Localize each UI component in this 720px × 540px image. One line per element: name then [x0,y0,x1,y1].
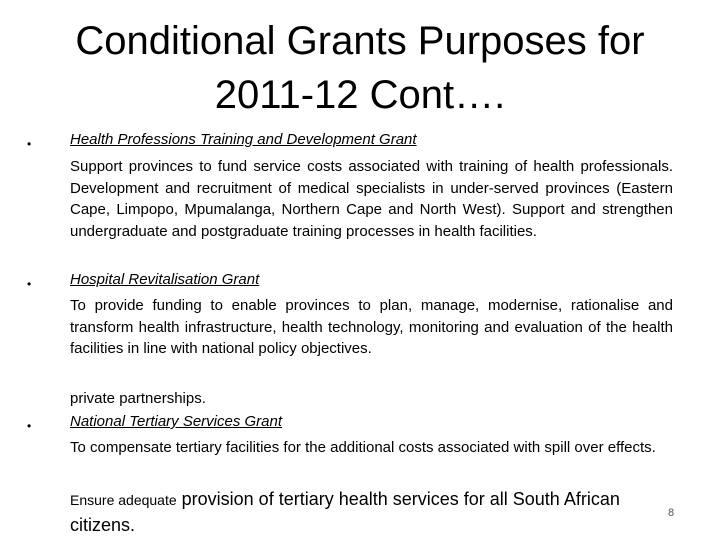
page-number: 8 [668,507,675,519]
grant-description-3: To compensate tertiary facilities for the additional costs associated with spill over effects. [70,439,656,456]
grant-description-1: Support provinces to fund service costs associated with training of health professionals. Development and recruitment of medical specialists in under-served provinces (Eastern Cape, Limpopo, Mpumalanga, Northern Cape and North West). Support and strengthen undergraduate and postgraduate training processes in health facilities. [70,158,673,240]
bullet-2: • [27,277,32,291]
title-line-2: 2011-12 Cont…. [214,73,506,117]
grant-trailing-text-2: private partnerships. [70,390,206,407]
grant-note-small: Ensure adequate [70,492,177,508]
slide-title [40,14,680,122]
grant-heading-1: Health Professions Training and Development Grant [70,131,417,148]
bullet-3: • [27,419,32,433]
grant-note-3 [70,487,673,539]
grant-heading-2: Hospital Revitalisation Grant [70,271,260,288]
grant-note-large: provision of tertiary health services for all South African citizens. [70,489,620,535]
grant-description-2: To provide funding to enable provinces to plan, manage, modernise, rationalise and transform health infrastructure, health technology, monitoring and evaluation of the health facilities in line with national policy objectives. [70,297,673,357]
title-line-1: Conditional Grants Purposes for [75,19,645,63]
grant-heading-3: National Tertiary Services Grant [70,413,283,430]
bullet-1: • [27,137,32,151]
